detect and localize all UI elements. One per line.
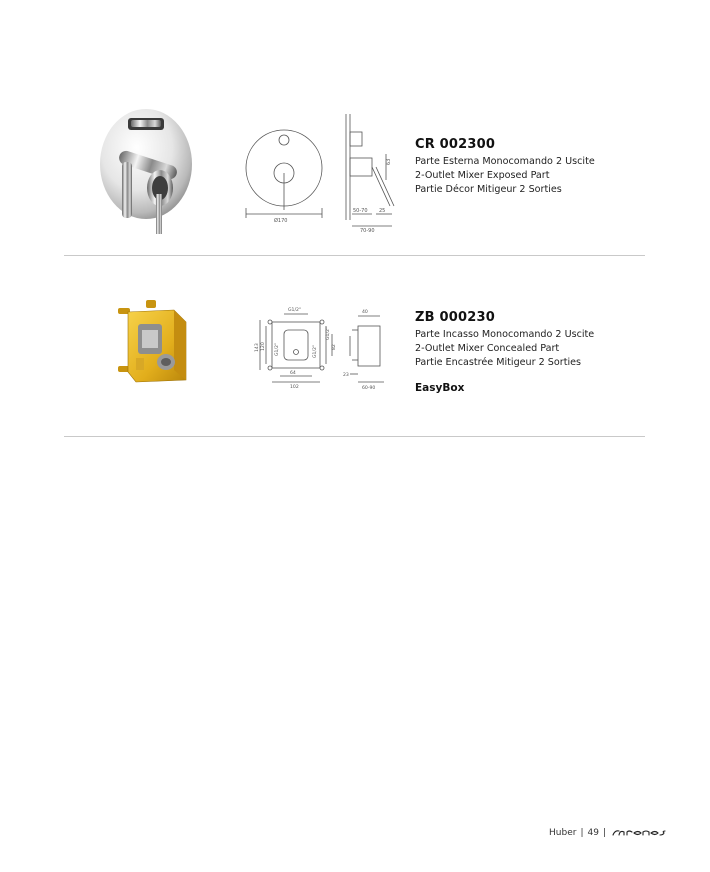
dim-label: 64 — [290, 371, 296, 376]
separator: | — [580, 828, 584, 838]
dim-label: 63 — [386, 158, 392, 165]
separator: | — [602, 828, 606, 838]
description-it: Parte Incasso Monocomando 2 Uscite — [415, 329, 595, 340]
product-row-cr002300 — [64, 100, 645, 255]
description-fr: Partie Décor Mitigeur 2 Sorties — [415, 184, 562, 195]
dim-label: 102 — [290, 385, 299, 390]
description-fr: Partie Encastrée Mitigeur 2 Sorties — [415, 357, 582, 368]
dim-label: G1/2" — [288, 308, 302, 313]
dim-label: Ø170 — [274, 218, 288, 224]
dim-label: G1/2" — [326, 326, 331, 340]
dim-label: 40 — [362, 310, 368, 315]
technical-drawing-concealed-box — [254, 300, 394, 396]
page-footer — [549, 828, 666, 838]
product-info — [415, 137, 645, 197]
product-info — [415, 310, 645, 394]
dim-label: 25 — [379, 208, 386, 214]
product-row-zb000230 — [64, 285, 645, 436]
dim-label: 82 — [332, 344, 337, 350]
brand-name: Huber — [549, 828, 577, 838]
chronos-logo — [612, 829, 666, 837]
dim-label: 23 — [343, 373, 349, 378]
dim-label: 120 — [261, 342, 266, 351]
section-divider — [64, 255, 645, 256]
technical-drawing-exposed-mixer — [242, 110, 407, 236]
dim-label: 50-70 — [353, 208, 368, 214]
system-name: EasyBox — [415, 382, 465, 394]
product-photo-exposed-mixer — [98, 108, 198, 234]
product-code: ZB 000230 — [415, 310, 495, 325]
description-en: 2-Outlet Mixer Exposed Part — [415, 170, 550, 181]
page-number: 49 — [587, 828, 599, 838]
dim-label: 70-90 — [360, 228, 375, 234]
product-photo-concealed-box — [116, 300, 194, 384]
dim-label: 143 — [255, 343, 260, 352]
product-code: CR 002300 — [415, 137, 496, 152]
dim-label: 60-90 — [362, 386, 376, 391]
dim-label: G1/2" — [313, 344, 318, 358]
dim-label: G1/2" — [275, 342, 280, 356]
description-en: 2-Outlet Mixer Concealed Part — [415, 343, 560, 354]
description-it: Parte Esterna Monocomando 2 Uscite — [415, 156, 595, 167]
section-divider — [64, 436, 645, 437]
